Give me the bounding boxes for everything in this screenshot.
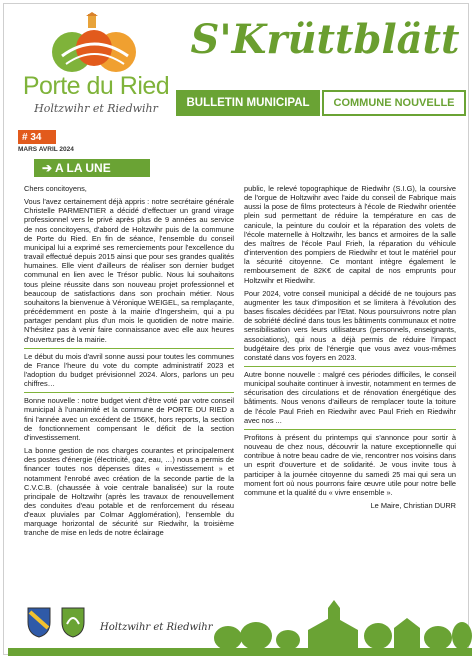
article-paragraph: Le début du mois d'avril sonne aussi pour toutes les communes de France l'heure du vote du compte administratif 2023 et l'adoption du budget prévisionnel 2024. Alors, parlons un peu chiffres…: [24, 348, 234, 389]
commune-logo: [14, 12, 174, 122]
issue-date: MARS AVRIL 2024: [18, 146, 74, 153]
footer-band: [8, 648, 472, 656]
logo-name: Porte du Ried: [22, 72, 170, 100]
issue-number-badge: # 34: [18, 130, 56, 144]
village-silhouette-icon: [208, 600, 472, 650]
page-footer: [8, 600, 472, 656]
logo-emblem-icon: [42, 12, 146, 74]
bulletin-label: BULLETIN MUNICIPAL: [176, 90, 320, 116]
shield-crest-icon: [60, 606, 86, 638]
commune-label: COMMUNE NOUVELLE: [322, 90, 466, 116]
article-paragraph: Pour 2024, votre conseil municipal a décidé de ne toujours pas augmenter les taux d'imposition et se limitera à l'évolution des bases fiscales décidées par l'Etat. Nous poursuivrons notre plan de sobriété décliné dans tous les bâtiments communaux et notre sensibilisation vers leurs utilisateurs (personnels, enseignants, associations), qui nous a déjà permis de réduire l'impact budgétaire des prix de l'énergie que vous avez vous-mêmes constaté dans vos foyers en 2023.: [244, 288, 456, 362]
newsletter-title: S'Krüttblätt: [190, 16, 460, 63]
footer-text: Holtzwihr et Riedwihr: [100, 622, 213, 633]
article-column-right: [244, 184, 456, 514]
article-paragraph: La bonne gestion de nos charges courantes et principalement des postes d'énergie (électricité, gaz, eau, …) nous a permis de financer toutes nos dépenses dites « investissement » et notamment l'enrobé avec création de la seconde partie de la C.V.C.B. (chaussée à voie centrale banalisée) sur la route principale de Holtzwihr (après les travaux de renouvellement des conduites d'eau potable et de renforcement du réseau d'eaux pluviales par Colmar Agglomération), l'ensemble du marquage horizontal de sécurité sur Riedwihr, la troisième tranche de mise en leds de notre éclairage: [24, 446, 234, 538]
article-paragraph: Autre bonne nouvelle : malgré ces périodes difficiles, le conseil municipal souhaite continuer à investir, notamment en termes de sécurisation des circulations et de rénovation énergétique des bâtiments. Nous venons d'ailleurs de remplacer toute la toiture de l'école Paul Frieh en Riedwihr avec Paul Frieh en Riedwihr avec nos ...: [244, 366, 456, 425]
article-column-left: [24, 184, 234, 542]
article-paragraph: Bonne nouvelle : notre budget vient d'être voté par votre conseil municipal à l'unanimité et la commune de PORTE DU RIED a fini l'année avec un excédent de 156K€, hors reports, la section de fonctionnement compensant le déficit de la section d'investissement.: [24, 392, 234, 442]
article-paragraph: Vous l'avez certainement déjà appris : notre secrétaire générale Christelle PARMENTIER a décidé d'effectuer un grand virage professionnel vers le privé après plus de 9 années au service de nos concitoyens, d'abord de Holtzwihr puis de la commune de Porte du Ried. En fin de séance, l'ensemble du conseil municipal lui a exprimé ses remerciements pour l'excellence du travail effectué depuis 2015 ainsi que pour ses grandes qualités humaines. Elle vient d'ailleurs de réaliser son dernier budget communal en lien avec le Trésor public. Nous lui souhaitons tous pleine réussite dans son nouveau projet professionnel et beaucoup de satisfactions dans son prochain métier. Nous souhaitons la bienvenue à Véronique WEIGEL, sa remplaçante, précédemment en poste à la mairie d'Ingersheim, qui a pu partager pendant plus d'un mois le quotidien de notre mairie. N'hésitez pas à venir faire connaissance avec elle aux heures d'ouvertures de la mairie.: [24, 197, 234, 344]
article-paragraph: Chers concitoyens,: [24, 184, 87, 193]
logo-subtitle: Holtzwihr et Riedwihr: [34, 102, 158, 115]
article-paragraph: public, le relevé topographique de Riedwihr (S.I.G), la coursive de l'orgue de Holtzwihr avec l'aide du conseil de Fabrique mais aussi la pose de films protecteurs à l'école de Riedwihr orientée plein sud permettant de réduire la température en cas de canicule, la peinture du couloir et la réparation des volets de l'école maternelle à Holtzwihr, les bancs et armoires de la salle des maîtres de l'école Paul Frieh, la réparation du véhicule d'intervention des pompiers de Riedwihr et tout le matériel pour la sécurité citoyenne. Ce montant intègre également le remboursement de 82K€ de capital de nos emprunts pour Holtzwihr et Riedwihr.: [244, 184, 456, 285]
shield-crest-icon: [26, 606, 52, 638]
section-banner: ➔ A LA UNE: [34, 159, 150, 177]
bulletin-page: [3, 3, 469, 655]
mayor-signature: Le Maire, Christian DURR: [370, 501, 456, 510]
article-paragraph: Profitons à présent du printemps qui s'annonce pour sortir à nouveau de chez nous, découvrir la nature exceptionnelle qui contribue à notre beau cadre de vie, rencontrer nos voisins dans un esprit d'ouverture et de solidarité. Je vous invite tous à participer à la journée citoyenne du samedi 25 mai qui sera un moment fort où nous pourrons faire œuvre utile pour notre belle commune et la qualité du « vivre ensemble ».: [244, 429, 456, 497]
